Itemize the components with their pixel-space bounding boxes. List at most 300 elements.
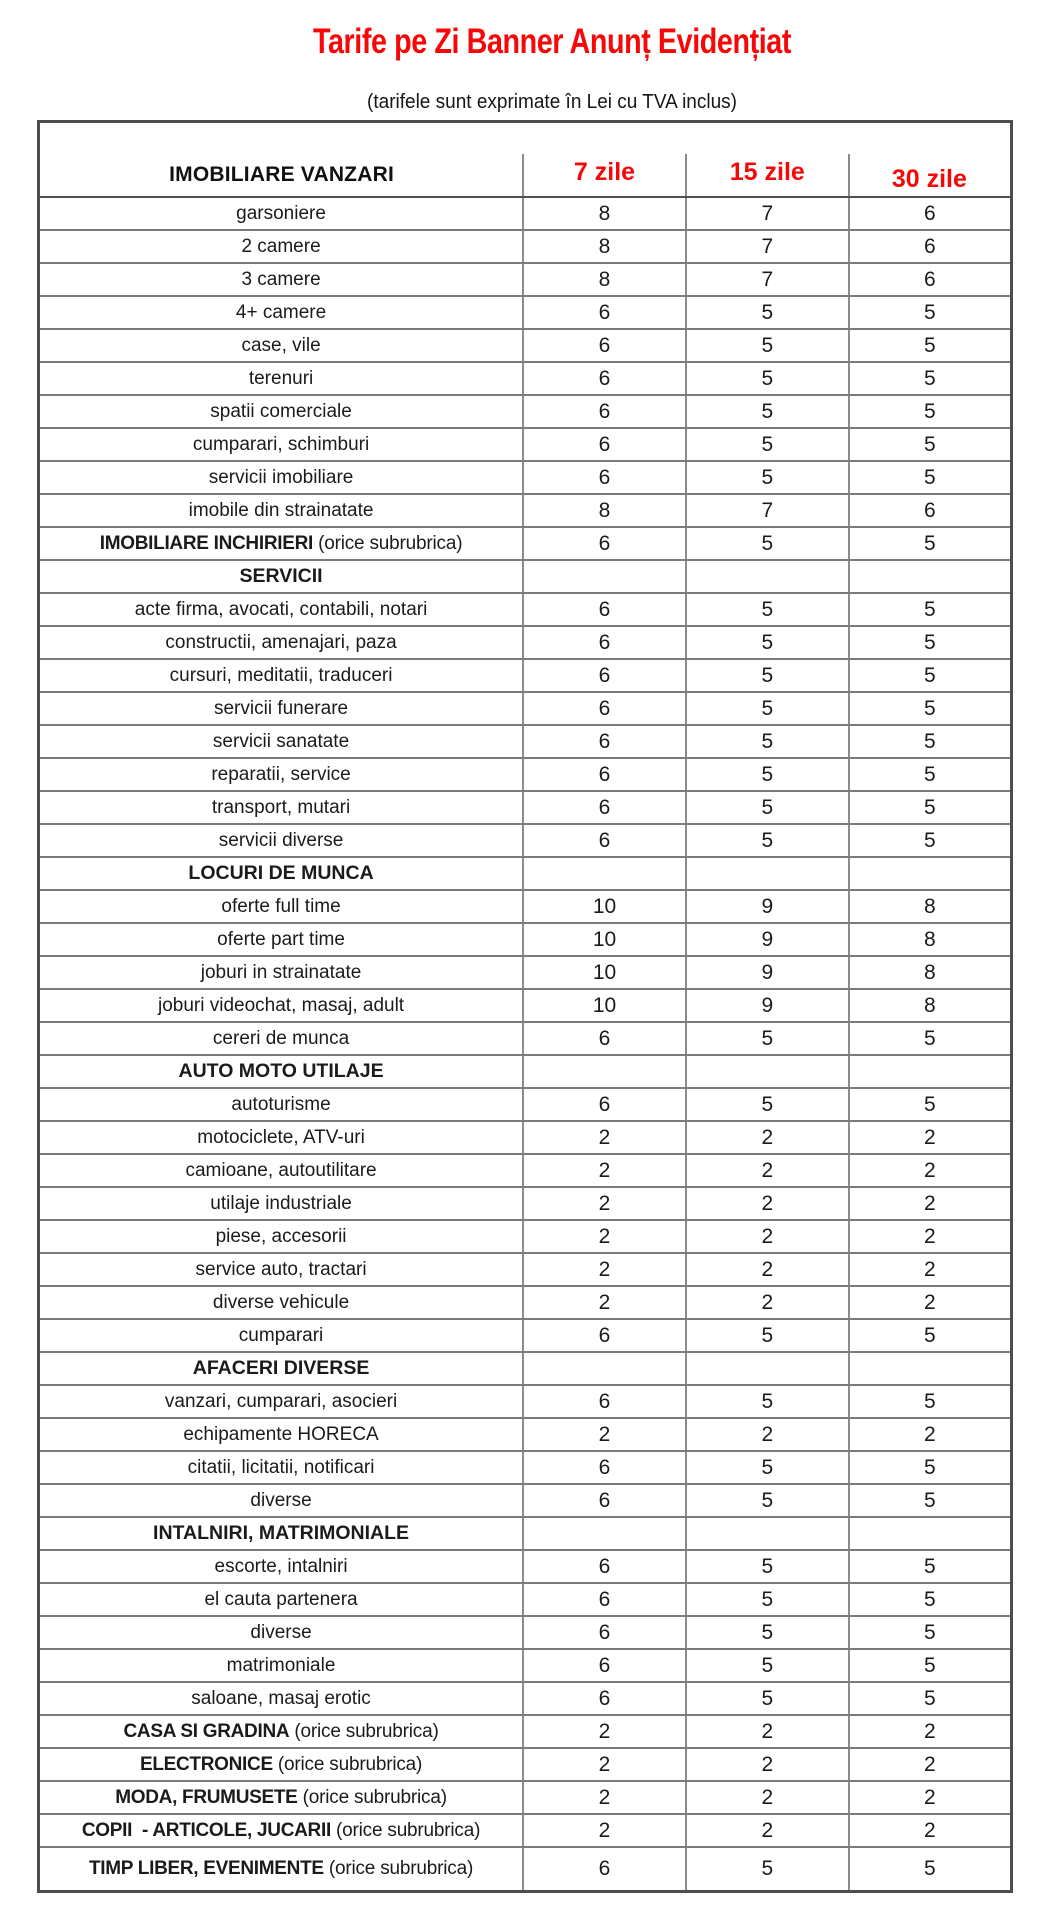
price-cell-15-zile: 5 bbox=[686, 1385, 849, 1418]
table-row bbox=[39, 989, 1012, 1022]
price-cell-30-zile: 8 bbox=[849, 890, 1012, 923]
price-cell-7-zile: 2 bbox=[523, 1715, 686, 1748]
row-label: INTALNIRI, MATRIMONIALE bbox=[153, 1522, 410, 1544]
price-cell-30-zile: 5 bbox=[849, 824, 1012, 857]
price-cell-15-zile: 7 bbox=[686, 230, 849, 263]
price-cell-7-zile: 6 bbox=[523, 1649, 686, 1682]
price-cell-15-zile: 9 bbox=[686, 989, 849, 1022]
row-label: cursuri, meditatii, traduceri bbox=[169, 664, 393, 686]
row-label-cell bbox=[39, 1748, 524, 1781]
price-cell-15-zile: 2 bbox=[686, 1418, 849, 1451]
price-cell-7-zile: 10 bbox=[523, 890, 686, 923]
table-row bbox=[39, 1781, 1012, 1814]
price-cell-15-zile: 5 bbox=[686, 1649, 849, 1682]
price-cell-7-zile: 6 bbox=[523, 725, 686, 758]
price-cell-30-zile: 5 bbox=[849, 725, 1012, 758]
row-label-cell bbox=[39, 1517, 524, 1550]
row-label-cell bbox=[39, 1616, 524, 1649]
price-cell-30-zile: 6 bbox=[849, 230, 1012, 263]
row-label-cell bbox=[39, 263, 524, 296]
price-cell-7-zile: 2 bbox=[523, 1220, 686, 1253]
table-row bbox=[39, 395, 1012, 428]
table-body bbox=[39, 197, 1012, 1892]
price-cell-15-zile: 5 bbox=[686, 1583, 849, 1616]
price-cell-15-zile: 2 bbox=[686, 1253, 849, 1286]
price-cell-30-zile: 8 bbox=[849, 989, 1012, 1022]
row-label: SERVICII bbox=[239, 565, 323, 587]
row-label: IMOBILIARE INCHIRIERI bbox=[99, 532, 314, 554]
row-label-cell bbox=[39, 461, 524, 494]
price-cell-30-zile: 5 bbox=[849, 296, 1012, 329]
price-cell-7-zile: 2 bbox=[523, 1121, 686, 1154]
price-cell-7-zile bbox=[523, 1055, 686, 1088]
price-cell-30-zile: 5 bbox=[849, 758, 1012, 791]
row-label-cell bbox=[39, 1550, 524, 1583]
table-row bbox=[39, 362, 1012, 395]
price-cell-15-zile: 5 bbox=[686, 296, 849, 329]
price-cell-30-zile: 8 bbox=[849, 956, 1012, 989]
price-cell-15-zile: 5 bbox=[686, 461, 849, 494]
price-cell-7-zile: 2 bbox=[523, 1814, 686, 1847]
row-label-cell bbox=[39, 1154, 524, 1187]
table-row bbox=[39, 1682, 1012, 1715]
price-cell-30-zile: 2 bbox=[849, 1715, 1012, 1748]
row-label-cell bbox=[39, 791, 524, 824]
row-label-cell bbox=[39, 395, 524, 428]
row-label: servicii funerare bbox=[213, 697, 349, 719]
price-cell-30-zile bbox=[849, 560, 1012, 593]
price-cell-15-zile: 5 bbox=[686, 626, 849, 659]
table-row bbox=[39, 692, 1012, 725]
price-cell-30-zile: 6 bbox=[849, 263, 1012, 296]
row-label-cell bbox=[39, 923, 524, 956]
price-cell-15-zile: 5 bbox=[686, 362, 849, 395]
table-row bbox=[39, 1055, 1012, 1088]
row-label: LOCURI DE MUNCA bbox=[188, 862, 374, 884]
row-label-cell bbox=[39, 758, 524, 791]
column-header-label: 7 zile bbox=[573, 158, 636, 186]
row-label: 3 camere bbox=[241, 268, 321, 290]
row-label-cell bbox=[39, 428, 524, 461]
price-cell-7-zile: 6 bbox=[523, 428, 686, 461]
price-cell-15-zile bbox=[686, 1055, 849, 1088]
row-label: 4+ camere bbox=[235, 301, 327, 323]
price-cell-15-zile: 9 bbox=[686, 890, 849, 923]
price-cell-15-zile bbox=[686, 857, 849, 890]
price-cell-30-zile: 5 bbox=[849, 1550, 1012, 1583]
price-cell-7-zile bbox=[523, 1517, 686, 1550]
row-label: case, vile bbox=[241, 334, 321, 356]
row-label: utilaje industriale bbox=[210, 1192, 352, 1214]
price-cell-7-zile: 6 bbox=[523, 362, 686, 395]
table-row bbox=[39, 1517, 1012, 1550]
price-cell-30-zile: 2 bbox=[849, 1187, 1012, 1220]
price-cell-30-zile: 5 bbox=[849, 329, 1012, 362]
price-cell-7-zile: 2 bbox=[523, 1253, 686, 1286]
price-cell-30-zile: 5 bbox=[849, 1451, 1012, 1484]
row-label: oferte part time bbox=[217, 928, 345, 950]
price-cell-7-zile: 2 bbox=[523, 1781, 686, 1814]
price-cell-15-zile: 5 bbox=[686, 329, 849, 362]
row-label-cell bbox=[39, 1715, 524, 1748]
table-row bbox=[39, 593, 1012, 626]
row-label-cell bbox=[39, 1418, 524, 1451]
price-cell-15-zile: 5 bbox=[686, 428, 849, 461]
table-row bbox=[39, 1253, 1012, 1286]
price-cell-30-zile: 5 bbox=[849, 593, 1012, 626]
price-cell-15-zile bbox=[686, 560, 849, 593]
row-label: echipamente HORECA bbox=[183, 1423, 379, 1445]
price-cell-15-zile: 5 bbox=[686, 659, 849, 692]
row-label: motociclete, ATV-uri bbox=[197, 1126, 365, 1148]
price-cell-15-zile: 5 bbox=[686, 1550, 849, 1583]
row-label-cell bbox=[39, 1385, 524, 1418]
row-label: transport, mutari bbox=[211, 796, 351, 818]
price-cell-15-zile: 5 bbox=[686, 1847, 849, 1892]
row-label: 2 camere bbox=[241, 235, 321, 257]
row-label: servicii imobiliare bbox=[208, 466, 354, 488]
price-cell-30-zile: 2 bbox=[849, 1814, 1012, 1847]
tariff-table bbox=[37, 120, 1013, 1893]
price-cell-15-zile: 5 bbox=[686, 395, 849, 428]
price-cell-30-zile bbox=[849, 1055, 1012, 1088]
table-row bbox=[39, 1286, 1012, 1319]
price-cell-15-zile: 5 bbox=[686, 1484, 849, 1517]
price-cell-15-zile: 2 bbox=[686, 1220, 849, 1253]
price-cell-7-zile: 8 bbox=[523, 197, 686, 230]
table-row bbox=[39, 1022, 1012, 1055]
row-label-cell bbox=[39, 1187, 524, 1220]
row-label: garsoniere bbox=[236, 202, 326, 224]
table-row bbox=[39, 1583, 1012, 1616]
price-cell-30-zile: 5 bbox=[849, 1616, 1012, 1649]
table-row bbox=[39, 791, 1012, 824]
price-cell-7-zile: 6 bbox=[523, 1022, 686, 1055]
row-label: diverse vehicule bbox=[212, 1291, 350, 1313]
row-label-cell bbox=[39, 1352, 524, 1385]
price-cell-7-zile: 6 bbox=[523, 461, 686, 494]
table-row bbox=[39, 923, 1012, 956]
price-cell-7-zile: 6 bbox=[523, 395, 686, 428]
price-cell-7-zile: 6 bbox=[523, 1385, 686, 1418]
price-cell-15-zile: 2 bbox=[686, 1187, 849, 1220]
page-title: Tarife pe Zi Banner Anunț Evidențiat bbox=[313, 22, 791, 61]
row-label: piese, accesorii bbox=[215, 1225, 347, 1247]
price-cell-7-zile: 10 bbox=[523, 989, 686, 1022]
table-row bbox=[39, 1715, 1012, 1748]
price-cell-7-zile: 6 bbox=[523, 758, 686, 791]
price-cell-30-zile: 8 bbox=[849, 923, 1012, 956]
row-label-cell bbox=[39, 1022, 524, 1055]
table-row bbox=[39, 527, 1012, 560]
table-row bbox=[39, 1748, 1012, 1781]
table-row bbox=[39, 1220, 1012, 1253]
price-cell-30-zile: 5 bbox=[849, 1847, 1012, 1892]
row-label: terenuri bbox=[248, 367, 314, 389]
row-label: joburi videochat, masaj, adult bbox=[158, 994, 405, 1016]
row-label: CASA SI GRADINA bbox=[123, 1720, 290, 1742]
price-cell-30-zile: 5 bbox=[849, 1022, 1012, 1055]
row-label: autoturisme bbox=[231, 1093, 331, 1115]
price-cell-15-zile: 5 bbox=[686, 1451, 849, 1484]
price-cell-7-zile: 2 bbox=[523, 1418, 686, 1451]
table-row bbox=[39, 857, 1012, 890]
column-header-15-zile bbox=[686, 122, 849, 198]
table-row bbox=[39, 263, 1012, 296]
table-row bbox=[39, 1451, 1012, 1484]
table-row bbox=[39, 1484, 1012, 1517]
row-label-cell bbox=[39, 197, 524, 230]
price-cell-30-zile: 2 bbox=[849, 1781, 1012, 1814]
table-row bbox=[39, 626, 1012, 659]
price-cell-15-zile: 2 bbox=[686, 1121, 849, 1154]
row-label-cell bbox=[39, 659, 524, 692]
row-label: imobile din strainatate bbox=[188, 499, 374, 521]
price-cell-30-zile: 2 bbox=[849, 1286, 1012, 1319]
table-row bbox=[39, 1847, 1012, 1892]
table-row bbox=[39, 494, 1012, 527]
table-row bbox=[39, 659, 1012, 692]
price-cell-30-zile bbox=[849, 1352, 1012, 1385]
row-label-cell bbox=[39, 1814, 524, 1847]
price-cell-15-zile: 5 bbox=[686, 758, 849, 791]
column-header-label: 30 zile bbox=[891, 165, 967, 193]
price-cell-15-zile: 5 bbox=[686, 527, 849, 560]
price-cell-30-zile: 5 bbox=[849, 791, 1012, 824]
price-cell-7-zile: 6 bbox=[523, 296, 686, 329]
row-label: escorte, intalniri bbox=[214, 1555, 348, 1577]
row-label-cell bbox=[39, 527, 524, 560]
row-label-cell bbox=[39, 329, 524, 362]
price-cell-30-zile: 2 bbox=[849, 1220, 1012, 1253]
price-cell-30-zile: 5 bbox=[849, 461, 1012, 494]
column-header-30-zile bbox=[849, 122, 1012, 198]
row-label: cumparari, schimburi bbox=[192, 433, 370, 455]
table-row bbox=[39, 725, 1012, 758]
price-cell-15-zile: 5 bbox=[686, 692, 849, 725]
row-label-cell bbox=[39, 296, 524, 329]
price-cell-30-zile: 5 bbox=[849, 626, 1012, 659]
row-label: citatii, licitatii, notificari bbox=[187, 1456, 375, 1478]
price-cell-7-zile: 8 bbox=[523, 494, 686, 527]
row-label-cell bbox=[39, 692, 524, 725]
table-row bbox=[39, 824, 1012, 857]
price-cell-7-zile: 2 bbox=[523, 1154, 686, 1187]
row-label-cell bbox=[39, 1088, 524, 1121]
row-label-suffix: (orice subrubrica) bbox=[297, 1786, 447, 1808]
price-cell-7-zile: 6 bbox=[523, 593, 686, 626]
row-label: cereri de munca bbox=[212, 1027, 350, 1049]
price-cell-30-zile: 6 bbox=[849, 197, 1012, 230]
table-row bbox=[39, 560, 1012, 593]
price-cell-30-zile: 5 bbox=[849, 428, 1012, 461]
price-cell-30-zile: 5 bbox=[849, 692, 1012, 725]
row-label: servicii sanatate bbox=[212, 730, 350, 752]
price-cell-7-zile: 6 bbox=[523, 1319, 686, 1352]
price-cell-15-zile: 5 bbox=[686, 1022, 849, 1055]
row-label-suffix: (orice subrubrica) bbox=[272, 1753, 423, 1775]
row-label-cell bbox=[39, 890, 524, 923]
table-row bbox=[39, 890, 1012, 923]
row-label-suffix: (orice subrubrica) bbox=[289, 1720, 439, 1742]
price-cell-7-zile: 6 bbox=[523, 1088, 686, 1121]
price-cell-7-zile: 10 bbox=[523, 923, 686, 956]
column-header-7-zile bbox=[523, 122, 686, 198]
row-label: AUTO MOTO UTILAJE bbox=[178, 1060, 384, 1082]
price-cell-15-zile: 5 bbox=[686, 1682, 849, 1715]
price-cell-7-zile: 6 bbox=[523, 692, 686, 725]
row-label-cell bbox=[39, 1121, 524, 1154]
row-label: cumparari bbox=[238, 1324, 324, 1346]
price-cell-30-zile: 5 bbox=[849, 527, 1012, 560]
price-cell-30-zile: 5 bbox=[849, 659, 1012, 692]
table-row bbox=[39, 1187, 1012, 1220]
table-row bbox=[39, 1385, 1012, 1418]
price-cell-15-zile: 7 bbox=[686, 263, 849, 296]
row-label-cell bbox=[39, 824, 524, 857]
table-row bbox=[39, 758, 1012, 791]
table-row bbox=[39, 1616, 1012, 1649]
price-cell-15-zile: 7 bbox=[686, 494, 849, 527]
row-label-cell bbox=[39, 1319, 524, 1352]
row-label: camioane, autoutilitare bbox=[185, 1159, 377, 1181]
row-label: matrimoniale bbox=[226, 1654, 336, 1676]
column-header-label: 15 zile bbox=[729, 158, 805, 186]
row-label: diverse bbox=[250, 1621, 312, 1643]
row-label-cell bbox=[39, 1682, 524, 1715]
row-label-suffix: (orice subrubrica) bbox=[323, 1858, 474, 1879]
row-label: COPII - ARTICOLE, JUCARII bbox=[81, 1819, 331, 1841]
price-cell-15-zile: 2 bbox=[686, 1781, 849, 1814]
row-label-cell bbox=[39, 560, 524, 593]
price-cell-7-zile: 6 bbox=[523, 1484, 686, 1517]
row-label: reparatii, service bbox=[211, 763, 351, 785]
table-row bbox=[39, 1088, 1012, 1121]
price-cell-30-zile: 5 bbox=[849, 395, 1012, 428]
price-cell-7-zile: 6 bbox=[523, 1616, 686, 1649]
price-cell-30-zile: 5 bbox=[849, 1319, 1012, 1352]
header-row bbox=[39, 122, 1012, 198]
row-label-cell bbox=[39, 1286, 524, 1319]
row-label-cell bbox=[39, 956, 524, 989]
price-cell-7-zile: 6 bbox=[523, 1583, 686, 1616]
row-label-cell bbox=[39, 1781, 524, 1814]
row-label: TIMP LIBER, EVENIMENTE bbox=[88, 1858, 324, 1879]
price-cell-15-zile: 2 bbox=[686, 1286, 849, 1319]
price-cell-7-zile: 6 bbox=[523, 824, 686, 857]
row-label-cell bbox=[39, 725, 524, 758]
price-cell-7-zile: 6 bbox=[523, 1550, 686, 1583]
row-label: MODA, FRUMUSETE bbox=[115, 1786, 298, 1808]
price-cell-30-zile bbox=[849, 857, 1012, 890]
row-label: joburi in strainatate bbox=[200, 961, 362, 983]
price-cell-15-zile: 9 bbox=[686, 956, 849, 989]
row-label-cell bbox=[39, 1220, 524, 1253]
price-cell-7-zile: 6 bbox=[523, 1847, 686, 1892]
price-cell-15-zile: 2 bbox=[686, 1748, 849, 1781]
price-cell-15-zile: 5 bbox=[686, 1088, 849, 1121]
price-cell-7-zile: 6 bbox=[523, 1451, 686, 1484]
row-label: AFACERI DIVERSE bbox=[192, 1357, 370, 1379]
price-cell-15-zile: 2 bbox=[686, 1715, 849, 1748]
price-cell-15-zile: 2 bbox=[686, 1154, 849, 1187]
price-cell-30-zile: 5 bbox=[849, 1484, 1012, 1517]
table-row bbox=[39, 1418, 1012, 1451]
row-label: oferte full time bbox=[221, 895, 341, 917]
row-label: service auto, tractari bbox=[195, 1258, 367, 1280]
row-label: acte firma, avocati, contabili, notari bbox=[134, 598, 428, 620]
price-cell-30-zile: 2 bbox=[849, 1418, 1012, 1451]
price-cell-30-zile: 2 bbox=[849, 1748, 1012, 1781]
row-label-cell bbox=[39, 1583, 524, 1616]
row-label-suffix: (orice subrubrica) bbox=[330, 1819, 481, 1841]
row-label-cell bbox=[39, 857, 524, 890]
price-cell-7-zile bbox=[523, 560, 686, 593]
price-cell-7-zile: 2 bbox=[523, 1187, 686, 1220]
price-cell-15-zile: 7 bbox=[686, 197, 849, 230]
table-row bbox=[39, 1649, 1012, 1682]
row-label: vanzari, cumparari, asocieri bbox=[164, 1390, 398, 1412]
row-label: saloane, masaj erotic bbox=[191, 1687, 371, 1709]
price-cell-15-zile: 5 bbox=[686, 725, 849, 758]
price-cell-7-zile: 8 bbox=[523, 230, 686, 263]
page-subtitle: (tarifele sunt exprimate în Lei cu TVA inclus) bbox=[367, 91, 737, 113]
price-cell-15-zile: 5 bbox=[686, 791, 849, 824]
price-cell-30-zile: 2 bbox=[849, 1154, 1012, 1187]
price-cell-7-zile: 6 bbox=[523, 527, 686, 560]
table-row bbox=[39, 461, 1012, 494]
price-cell-15-zile: 5 bbox=[686, 593, 849, 626]
price-cell-7-zile bbox=[523, 1352, 686, 1385]
table-row bbox=[39, 1550, 1012, 1583]
table-row bbox=[39, 296, 1012, 329]
table-row bbox=[39, 1121, 1012, 1154]
table-row bbox=[39, 428, 1012, 461]
price-cell-30-zile: 5 bbox=[849, 1583, 1012, 1616]
price-cell-7-zile: 2 bbox=[523, 1286, 686, 1319]
price-cell-7-zile bbox=[523, 857, 686, 890]
table-row bbox=[39, 329, 1012, 362]
table-row bbox=[39, 1319, 1012, 1352]
row-label-cell bbox=[39, 1055, 524, 1088]
price-cell-30-zile bbox=[849, 1517, 1012, 1550]
price-cell-15-zile bbox=[686, 1517, 849, 1550]
row-label-cell bbox=[39, 362, 524, 395]
row-label-cell bbox=[39, 1484, 524, 1517]
row-label-cell bbox=[39, 230, 524, 263]
price-cell-7-zile: 6 bbox=[523, 791, 686, 824]
row-label-cell bbox=[39, 626, 524, 659]
row-label-cell bbox=[39, 989, 524, 1022]
price-cell-30-zile: 5 bbox=[849, 1682, 1012, 1715]
price-cell-7-zile: 6 bbox=[523, 1682, 686, 1715]
row-label-cell bbox=[39, 1847, 524, 1892]
price-cell-15-zile bbox=[686, 1352, 849, 1385]
price-cell-15-zile: 5 bbox=[686, 824, 849, 857]
row-label-cell bbox=[39, 1451, 524, 1484]
row-label-cell bbox=[39, 593, 524, 626]
table-row bbox=[39, 1352, 1012, 1385]
price-cell-15-zile: 5 bbox=[686, 1616, 849, 1649]
price-cell-7-zile: 10 bbox=[523, 956, 686, 989]
price-cell-7-zile: 8 bbox=[523, 263, 686, 296]
row-label: servicii diverse bbox=[218, 829, 344, 851]
price-cell-30-zile: 2 bbox=[849, 1121, 1012, 1154]
price-cell-7-zile: 2 bbox=[523, 1748, 686, 1781]
category-header: IMOBILIARE VANZARI bbox=[39, 122, 524, 198]
price-cell-30-zile: 2 bbox=[849, 1253, 1012, 1286]
row-label: constructii, amenajari, paza bbox=[165, 631, 397, 653]
